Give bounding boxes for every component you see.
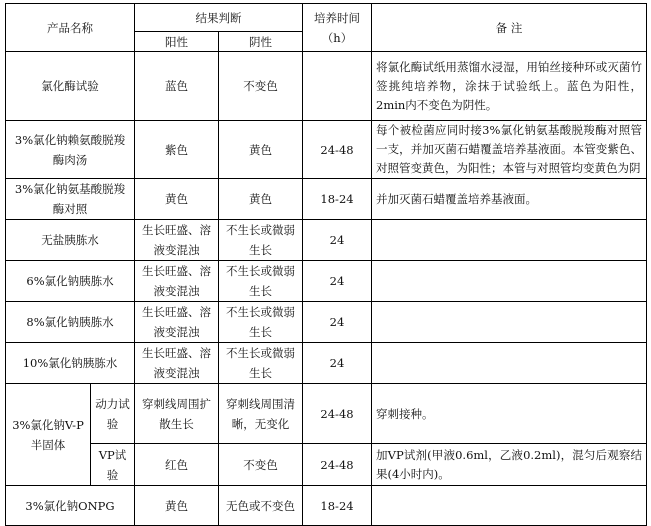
vp-sub1-label: 动力试验 — [91, 384, 135, 444]
vp-sub2-positive: 红色 — [135, 444, 219, 486]
row-product: 3%氯化钠氨基酸脱羧酶对照 — [6, 179, 135, 220]
table-row — [6, 343, 647, 384]
row-negative: 不生长或微弱生长 — [219, 261, 303, 302]
row-negative: 不变色 — [219, 52, 303, 121]
vp-sub1-time: 24-48 — [303, 384, 372, 444]
row-positive: 蓝色 — [135, 52, 219, 121]
header-time-line2: （h） — [321, 30, 353, 45]
table-row — [6, 444, 647, 486]
header-remarks: 备 注 — [372, 4, 647, 52]
vp-sub2-note: 加VP试剂(甲液0.6ml，乙液0.2ml)，混匀后观察结果(4小时内)。 — [372, 444, 647, 486]
row-product: 6%氯化钠胰胨水 — [6, 261, 135, 302]
table-row — [6, 121, 647, 179]
vp-sub2-negative: 不变色 — [219, 444, 303, 486]
row-time — [303, 52, 372, 121]
row-positive: 生长旺盛、溶液变混浊 — [135, 220, 219, 261]
row-time: 24 — [303, 220, 372, 261]
row-positive: 生长旺盛、溶液变混浊 — [135, 302, 219, 343]
table-row — [6, 179, 647, 220]
row-positive: 紫色 — [135, 121, 219, 179]
onpg-positive: 黄色 — [135, 486, 219, 526]
row-note — [372, 220, 647, 261]
table-row — [6, 52, 647, 121]
onpg-negative: 无色或不变色 — [219, 486, 303, 526]
row-note — [372, 343, 647, 384]
header-product: 产品名称 — [6, 4, 135, 52]
row-positive: 黄色 — [135, 179, 219, 220]
vp-sub1-note: 穿刺接种。 — [372, 384, 647, 444]
header-time — [303, 4, 372, 52]
test-results-table — [5, 3, 647, 526]
row-product: 8%氯化钠胰胨水 — [6, 302, 135, 343]
row-negative: 黄色 — [219, 179, 303, 220]
row-note: 并加灭菌石蜡覆盖培养基液面。 — [372, 179, 647, 220]
vp-sub1-positive: 穿刺线周围扩散生长 — [135, 384, 219, 444]
row-note — [372, 261, 647, 302]
row-time: 24 — [303, 261, 372, 302]
row-note: 将氯化酶试纸用蒸馏水浸湿，用铂丝接种环或灭菌竹签挑纯培养物，涂抹于试验纸上。蓝色为阳性，2min内不变色为阴性。 — [372, 52, 647, 121]
row-negative: 不生长或微弱生长 — [219, 302, 303, 343]
row-time: 24-48 — [303, 121, 372, 179]
table-row — [6, 261, 647, 302]
table-row — [6, 220, 647, 261]
row-product: 3%氯化钠赖氨酸脱羧酶肉汤 — [6, 121, 135, 179]
header-positive: 阳性 — [135, 32, 219, 52]
row-negative: 不生长或微弱生长 — [219, 220, 303, 261]
row-negative: 黄色 — [219, 121, 303, 179]
row-note — [372, 302, 647, 343]
row-time: 18-24 — [303, 179, 372, 220]
row-product: 无盐胰胨水 — [6, 220, 135, 261]
onpg-time: 18-24 — [303, 486, 372, 526]
table-row — [6, 384, 647, 444]
row-product: 10%氯化钠胰胨水 — [6, 343, 135, 384]
vp-sub1-negative: 穿刺线周围清晰，无变化 — [219, 384, 303, 444]
row-product: 氯化酶试验 — [6, 52, 135, 121]
header-row — [6, 4, 647, 32]
header-time-line1: 培养时间 — [314, 10, 360, 25]
row-time: 24 — [303, 302, 372, 343]
vp-sub2-label: VP试验 — [91, 444, 135, 486]
table-row — [6, 486, 647, 526]
row-note: 每个被检菌应同时接3%氯化钠氨基酸脱羧酶对照管一支，并加灭菌石蜡覆盖培养基液面。本管变紫色、对照管变黄色，为阳性；本管与对照管均变黄色为阴 — [372, 121, 647, 179]
onpg-note — [372, 486, 647, 526]
header-result: 结果判断 — [135, 4, 303, 32]
vp-sub2-time: 24-48 — [303, 444, 372, 486]
header-negative: 阴性 — [219, 32, 303, 52]
row-time: 24 — [303, 343, 372, 384]
row-negative: 不生长或微弱生长 — [219, 343, 303, 384]
onpg-product: 3%氯化钠ONPG — [6, 486, 135, 526]
vp-group-product: 3%氯化钠V-P半固体 — [6, 384, 91, 486]
row-positive: 生长旺盛、溶液变混浊 — [135, 343, 219, 384]
row-positive: 生长旺盛、溶液变混浊 — [135, 261, 219, 302]
table-row — [6, 302, 647, 343]
